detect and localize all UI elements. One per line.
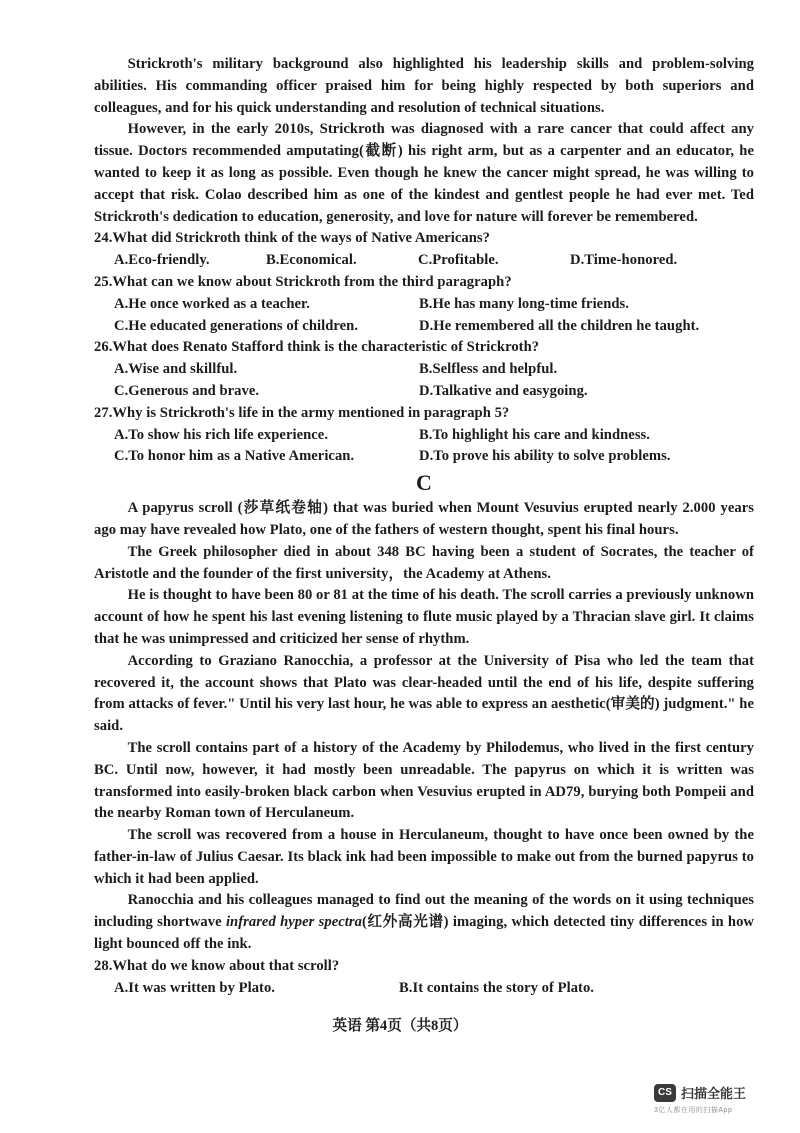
option: B.Economical. (266, 252, 357, 269)
italic-term: infrared hyper spectra (225, 914, 362, 931)
option: A.It was written by Plato. (114, 979, 276, 996)
text-run: (红外高光谱) imaging, which detected tiny differences in how light bounced off the ink. (94, 914, 755, 953)
option: B.He has many long-time friends. (419, 295, 629, 312)
options-26 (94, 359, 754, 381)
section-heading: C (416, 470, 432, 496)
watermark-name: 扫描全能王 (681, 1086, 747, 1101)
paragraph: However, in the early 2010s, Strickroth was diagnosed with a rare cancer that could affect any tissue. Doctors recommended amputating(截断) his right arm, but as a carpenter and an educator, he wanted to keep it as long as possible. Even though he knew the cancer might spread, he was willing to accept that risk. Colao described him as one of the kindest and gentlest people he had ever met. Ted Strickroth's dedication to education, generosity, and love for nature will forever be remembered. (94, 121, 754, 225)
options-28 (94, 978, 754, 1000)
paragraph: The Greek philosopher died in about 348 BC having been a student of Socrates, the teacher of Aristotle and the founder of the first university，the Academy at Athens. (94, 543, 754, 582)
paragraph (94, 890, 754, 955)
question-28: 28.What do we know about that scroll? (94, 957, 340, 974)
option: C.He educated generations of children. (114, 317, 359, 334)
text-run: Ranocchia and his colleagues managed to find out the meaning of the words on it using techniques including shortwave (94, 892, 754, 931)
option: C.Profitable. (418, 252, 499, 269)
options-27 (94, 446, 754, 468)
option: B.It contains the story of Plato. (399, 979, 595, 996)
page-footer: 英语 第4页（共8页） (332, 1018, 468, 1034)
option: A.Wise and skillful. (114, 361, 238, 378)
options-24 (94, 250, 754, 272)
paragraph: According to Graziano Ranocchia, a professor at the University of Pisa who led the team that recovered it, the account shows that Plato was clear-headed until the end of his life, despite suffering from attacks of fever." Until his very last hour, he was able to express an aesthetic(审美的) judgment." he said. (94, 652, 754, 735)
question-26: 26.What does Renato Stafford think is the characteristic of Strickroth? (94, 339, 540, 356)
option: A.He once worked as a teacher. (114, 295, 310, 312)
paragraph: A papyrus scroll (莎草纸卷轴) that was buried when Mount Vesuvius erupted nearly 2.000 years ago may have revealed how Plato, one of the fathers of western thought, spent his final hours. (94, 500, 754, 538)
option: B.To highlight his care and kindness. (419, 426, 650, 443)
options-26 (94, 381, 754, 403)
options-25 (94, 316, 754, 338)
option: D.Time-honored. (570, 252, 678, 269)
paragraph: He is thought to have been 80 or 81 at the time of his death. The scroll carries a previously unknown account of how he spent his last evening listening to flute music played by a Thracian slave girl. It claims that he was unimpressed and criticized her sense of rhythm. (94, 587, 754, 647)
option: D.He remembered all the children he taught. (419, 317, 700, 334)
exam-text (94, 54, 754, 999)
question-25: 25.What can we know about Strickroth from the third paragraph? (94, 273, 512, 290)
options-25 (94, 294, 754, 316)
option: C.Generous and brave. (114, 382, 260, 399)
paragraph: The scroll contains part of a history of the Academy by Philodemus, who lived in the first century BC. Until now, however, it had mostly been unreadable. The papyrus on which it is written was transformed into easily-broken black carbon when Vesuvius erupted in AD79, burying both Pompeii and the nearby Roman town of Herculaneum. (94, 739, 754, 822)
question-27: 27.Why is Strickroth's life in the army mentioned in paragraph 5? (94, 404, 510, 421)
option: C.To honor him as a Native American. (114, 448, 355, 465)
paragraph: The scroll was recovered from a house in Herculaneum, thought to have once been owned by the father-in-law of Julius Caesar. Its black ink had been impossible to make out from the burned papyrus to which it had been applied. (94, 827, 754, 887)
option: A.To show his rich life experience. (114, 426, 329, 443)
watermark-slogan: 3亿人都在用的扫描App (654, 1107, 733, 1114)
question-24: 24.What did Strickroth think of the ways of Native Americans? (94, 230, 491, 247)
option: D.Talkative and easygoing. (419, 382, 588, 399)
camscanner-logo-icon: CS (654, 1084, 676, 1102)
option: B.Selfless and helpful. (419, 361, 558, 378)
options-27 (94, 425, 754, 447)
option: D.To prove his ability to solve problems. (419, 448, 671, 465)
option: A.Eco-friendly. (114, 252, 210, 269)
paragraph: Strickroth's military background also highlighted his leadership skills and problem-solving abilities. His commanding officer praised him for being highly respected by both superiors and colleagues, and for his quick understanding and resolution of technical situations. (94, 56, 754, 116)
scanner-watermark (654, 1083, 774, 1115)
